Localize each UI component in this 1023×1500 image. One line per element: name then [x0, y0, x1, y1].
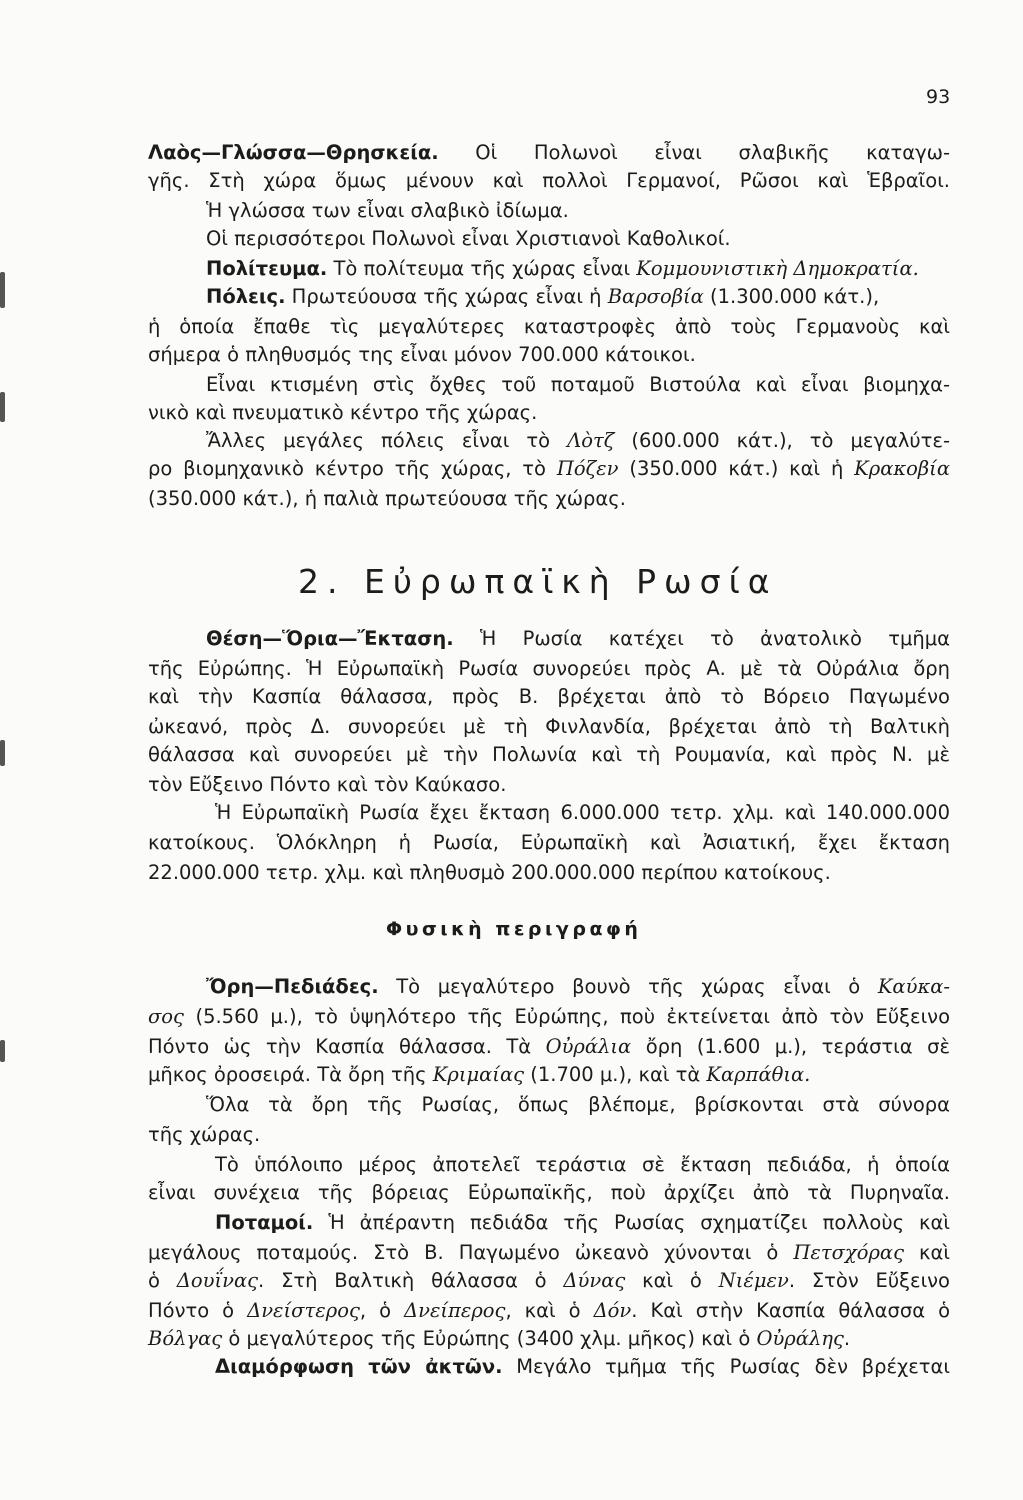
text-line: μεγάλους ποταμούς. Στὸ Β. Παγωμένο ὠκεανὸ χύνονται ὁ Πετσχόρας καὶ — [148, 1241, 950, 1264]
text-line: Διαμόρφωση τῶν ἀκτῶν. Μεγάλο τμῆμα τῆς Ρωσίας δὲν βρέχεται — [215, 1355, 951, 1378]
page-number: 93 — [926, 86, 951, 108]
text-line: Πόντο ὁ Δνείστερος, ὁ Δνείπερος, καὶ ὁ Δόν. Καὶ στὴν Κασπία θάλασσα ὁ — [148, 1299, 951, 1322]
text-line: τῆς χώρας. — [148, 1123, 261, 1146]
text-line: ὁ Δουΐνας. Στὴ Βαλτικὴ θάλασσα ὁ Δύνας καὶ ὁ Νιέμεν. Στὸν Εὔξεινο — [148, 1269, 950, 1292]
text-line: τῆς Εὐρώπης. Ἡ Εὐρωπαϊκὴ Ρωσία συνορεύει πρὸς Α. μὲ τὰ Οὐράλια ὄρη — [148, 657, 950, 680]
text-line: ρο βιομηχανικὸ κέντρο τῆς χώρας, τὸ Πόζεν (350.000 κάτ.) καὶ ἡ Κρακοβία — [148, 457, 950, 480]
paragraph-heading: Λαὸς—Γλώσσα—Θρησκεία. — [148, 141, 439, 164]
text-line: γῆς. Στὴ χώρα ὅμως μένουν καὶ πολλοὶ Γερμανοί, Ρῶσοι καὶ Ἑβραῖοι. — [148, 169, 950, 192]
text-line: σος (5.560 μ.), τὸ ὑψηλότερο τῆς Εὐρώπης, ποὺ ἐκτείνεται ἀπὸ τὸν Εὔξεινο — [148, 1005, 950, 1028]
text-line: μῆκος ὀροσειρά. Τὰ ὄρη τῆς Κριμαίας (1.700 μ.), καὶ τὰ Καρπάθια. — [148, 1063, 811, 1086]
text-line: Πόλεις. Πρωτεύουσα τῆς χώρας εἶναι ἡ Βαρσοβία (1.300.000 κάτ.), — [206, 285, 880, 308]
paragraph-heading: Διαμόρφωση τῶν ἀκτῶν. — [215, 1355, 503, 1378]
text-line: 22.000.000 τετρ. χλμ. καὶ πληθυσμὸ 200.000.000 περίπου κατοίκους. — [148, 861, 831, 884]
text-line: Λαὸς—Γλώσσα—Θρησκεία. Οἱ Πολωνοὶ εἶναι σλαβικῆς καταγω- — [148, 141, 950, 164]
text-line: τὸν Εὔξεινο Πόντο καὶ τὸν Καύκασο. — [148, 773, 507, 796]
text-line: Πολίτευμα. Τὸ πολίτευμα τῆς χώρας εἶναι Κομμουνιστικὴ Δημοκρατία. — [206, 257, 919, 280]
text-line: κατοίκους. Ὁλόκληρη ἡ Ρωσία, Εὐρωπαϊκὴ καὶ Ἀσιατική, ἔχει ἔκταση — [148, 831, 950, 854]
scan-edge-mark — [0, 392, 5, 422]
paragraph-heading: Ποταμοί. — [215, 1211, 314, 1234]
subsection-title: Φυσικὴ περιγραφή — [386, 918, 642, 940]
text-line: Ὄρη—Πεδιάδες. Τὸ μεγαλύτερο βουνὸ τῆς χώρας εἶναι ὁ Καύκα- — [206, 975, 950, 998]
text-line: ἡ ὁποία ἔπαθε τὶς μεγαλύτερες καταστροφὲς ἀπὸ τοὺς Γερμανοὺς καὶ — [148, 315, 950, 338]
paragraph-heading: Πόλεις. — [206, 285, 286, 308]
text-line: Ἡ Εὐρωπαϊκὴ Ρωσία ἔχει ἔκταση 6.000.000 τετρ. χλμ. καὶ 140.000.000 — [215, 801, 950, 824]
paragraph-heading: Θέση—Ὅρια—Ἔκταση. — [206, 627, 454, 650]
text-line: Οἱ περισσότεροι Πολωνοὶ εἶναι Χριστιανοὶ Καθολικοί. — [206, 227, 731, 250]
text-line: Ποταμοί. Ἡ ἀπέραντη πεδιάδα τῆς Ρωσίας σχηματίζει πολλοὺς καὶ — [215, 1211, 950, 1234]
text-line: Θέση—Ὅρια—Ἔκταση. Ἡ Ρωσία κατέχει τὸ ἀνατολικὸ τμῆμα — [206, 627, 950, 650]
text-line: (350.000 κάτ.), ἡ παλιὰ πρωτεύουσα τῆς χώρας. — [148, 487, 626, 510]
section-title: 2. Εὐρωπαϊκὴ Ρωσία — [298, 562, 778, 601]
text-line: Πόντο ὡς τὴν Κασπία θάλασσα. Τὰ Οὐράλια ὄρη (1.600 μ.), τεράστια σὲ — [148, 1035, 950, 1058]
text-line: Βόλγας ὁ μεγαλύτερος τῆς Εὐρώπης (3400 χλμ. μῆκος) καὶ ὁ Οὐράλης. — [148, 1327, 851, 1350]
text-line: καὶ τὴν Κασπία θάλασσα, πρὸς Β. βρέχεται ἀπὸ τὸ Βόρειο Παγωμένο — [148, 685, 950, 708]
text-line: θάλασσα καὶ συνορεύει μὲ τὴν Πολωνία καὶ τὴ Ρουμανία, καὶ πρὸς Ν. μὲ — [148, 743, 950, 766]
paragraph-heading: Ὄρη—Πεδιάδες. — [206, 975, 379, 998]
text-line: Ἡ γλώσσα των εἶναι σλαβικὸ ἰδίωμα. — [206, 199, 569, 222]
scan-edge-mark — [0, 740, 5, 766]
text-line: εἶναι συνέχεια τῆς βόρειας Εὐρωπαϊκῆς, ποὺ ἀρχίζει ἀπὸ τὰ Πυρηναῖα. — [148, 1181, 950, 1204]
scan-edge-mark — [0, 1040, 5, 1062]
text-line: Εἶναι κτισμένη στὶς ὄχθες τοῦ ποταμοῦ Βιστούλα καὶ εἶναι βιομηχα- — [206, 373, 950, 396]
scan-edge-mark — [0, 272, 5, 308]
text-line: νικὸ καὶ πνευματικὸ κέντρο τῆς χώρας. — [148, 401, 538, 424]
text-line: ὠκεανό, πρὸς Δ. συνορεύει μὲ τὴ Φινλανδία, βρέχεται ἀπὸ τὴ Βαλτικὴ — [148, 715, 950, 738]
paragraph-heading: Πολίτευμα. — [206, 257, 328, 280]
text-line: Τὸ ὑπόλοιπο μέρος ἀποτελεῖ τεράστια σὲ ἔκταση πεδιάδα, ἡ ὁποία — [215, 1153, 950, 1176]
text-line: σήμερα ὁ πληθυσμός της εἶναι μόνον 700.000 κάτοικοι. — [148, 343, 696, 366]
text-line: Ὅλα τὰ ὄρη τῆς Ρωσίας, ὅπως βλέπομε, βρίσκονται στὰ σύνορα — [206, 1093, 950, 1116]
text-line: Ἄλλες μεγάλες πόλεις εἶναι τὸ Λὸτζ (600.000 κάτ.), τὸ μεγαλύτε- — [206, 429, 950, 452]
